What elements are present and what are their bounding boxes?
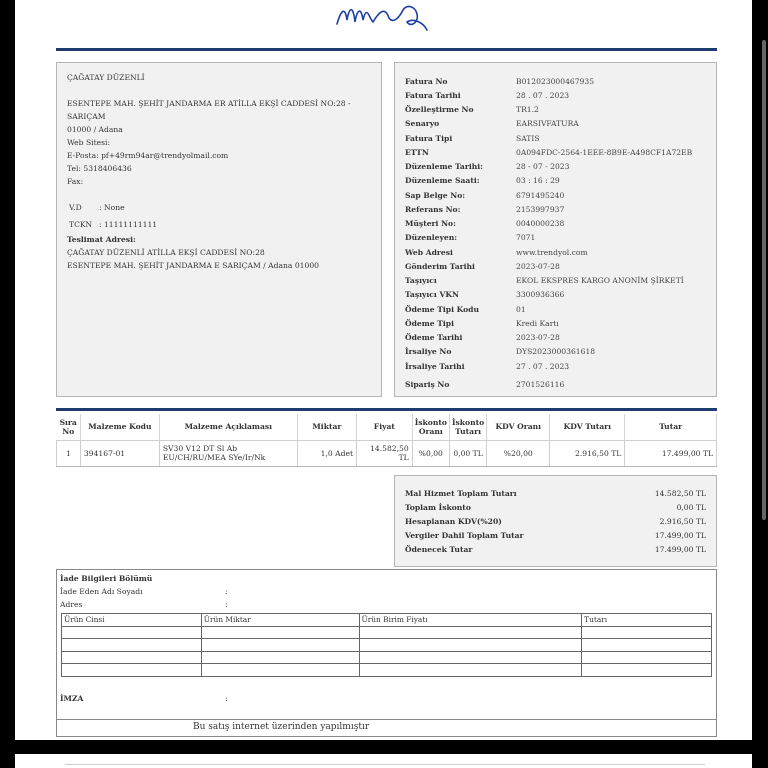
header-divider [56, 48, 717, 51]
meta-value: 03 : 16 : 29 [516, 176, 560, 186]
meta-value: 2023-07-28 [516, 261, 560, 271]
total-value: 17.499,00 TL [654, 545, 706, 555]
return-table-cell [359, 626, 582, 639]
seller-info-box [56, 62, 382, 397]
meta-value: SATIS [516, 133, 540, 143]
seller-tckn [67, 218, 371, 231]
items-header-cell: Miktar [297, 414, 356, 440]
meta-value: EKOL EKSPRES KARGO ANONİM ŞİRKETİ [516, 276, 684, 286]
meta-value: EARSIVFATURA [516, 119, 579, 129]
return-table-cell [62, 639, 202, 652]
total-row [405, 486, 706, 500]
meta-row [405, 103, 706, 117]
seller-vd [67, 201, 371, 214]
total-row [405, 514, 706, 528]
next-page-preview [15, 754, 752, 768]
return-address-colon: : [225, 600, 228, 609]
meta-key: Web Adresi [405, 247, 453, 257]
return-table-cell [62, 651, 202, 664]
return-table-row [62, 614, 712, 627]
meta-row [405, 74, 706, 88]
meta-value: Kredi Kartı [516, 318, 559, 328]
meta-row [405, 288, 706, 302]
meta-value: 2701526116 [516, 379, 565, 389]
items-cell: 2.916,50 TL [550, 440, 625, 466]
return-table-row [62, 639, 712, 652]
items-row [57, 440, 717, 466]
meta-key: Düzenleme Tarihi: [405, 162, 483, 172]
seller-phone: Tel: 5318406436 [67, 164, 132, 173]
return-address-label: Adres [60, 600, 83, 609]
invoice-meta-list [405, 74, 706, 392]
meta-row [405, 88, 706, 102]
items-cell: SV30 V12 DT Sl Ab EU/CH/RU/MEA SYe/Ir/Nk [159, 440, 297, 466]
return-table-cell [201, 639, 359, 652]
delivery-label: Teslimat Adresi: [67, 235, 136, 244]
items-cell: 1 [57, 440, 81, 466]
return-table-cell [359, 664, 582, 677]
items-table [56, 414, 717, 467]
total-value: 14.582,50 TL [654, 488, 706, 498]
next-page-line [65, 764, 705, 765]
total-label: Hesaplanan KDV(%20) [405, 516, 502, 526]
meta-row [405, 331, 706, 345]
meta-value: DYS2023000361618 [516, 347, 596, 357]
return-table-cell [359, 651, 582, 664]
items-cell: %20,00 [487, 440, 550, 466]
return-table-cell [62, 626, 202, 639]
items-header-cell: Tutar [625, 414, 717, 440]
meta-key: Ödeme Tipi Kodu [405, 304, 479, 314]
total-label: Mal Hizmet Toplam Tutarı [405, 488, 517, 498]
meta-row [405, 302, 706, 316]
seller-fax: Fax: [67, 177, 84, 186]
meta-row [405, 316, 706, 330]
meta-value: TR1.2 [516, 105, 539, 115]
meta-key: Taşıyıcı [405, 276, 437, 286]
meta-key: Sap Belge No: [405, 190, 466, 200]
return-table-cell [582, 639, 712, 652]
return-title: İade Bilgileri Bölümü [60, 574, 153, 583]
return-table [61, 613, 712, 677]
scrollbar[interactable] [762, 40, 766, 520]
meta-row [405, 117, 706, 131]
items-header-cell: KDV Tutarı [550, 414, 625, 440]
seller-email: E-Posta: pf+49rm94ar@trendyolmail.com [67, 151, 229, 160]
total-label: Toplam İskonto [405, 502, 471, 512]
meta-key: Özelleştirme No [405, 105, 474, 115]
items-cell: 14.582,50 TL [357, 440, 413, 466]
items-cell: 0,00 TL [449, 440, 486, 466]
meta-key: Müşteri No: [405, 219, 456, 229]
meta-value: 2023-07-28 [516, 333, 560, 343]
delivery-line1: ÇAĞATAY DÜZENLİ ATİLLA EKŞİ CADDESİ NO:28 [67, 248, 265, 257]
tckn-value: : 11111111111 [99, 220, 158, 229]
items-header-cell: Malzeme Kodu [80, 414, 159, 440]
meta-key: Ödeme Tipi [405, 318, 454, 328]
return-sender-label: İade Eden Adı Soyadı [60, 587, 143, 596]
meta-row [405, 231, 706, 245]
delivery-line2: ESENTEPE MAH. ŞEHİT JANDARMA E SARIÇAM / Adana 01000 [67, 261, 319, 270]
meta-value: 27 . 07 . 2023 [516, 361, 570, 371]
meta-key: Fatura No [405, 76, 448, 86]
meta-row [405, 145, 706, 159]
meta-key: Referans No: [405, 204, 461, 214]
total-value: 2.916,50 TL [659, 516, 706, 526]
meta-row [405, 245, 706, 259]
meta-row [405, 345, 706, 359]
items-header-row [57, 414, 717, 440]
footer-note: Bu satış internet üzerinden yapılmıştır [193, 722, 370, 732]
footer-note-box [56, 719, 717, 737]
seller-address: ESENTEPE MAH. ŞEHİT JANDARMA ER ATİLLA EKŞİ CADDESİ NO:28 - [67, 99, 351, 108]
signature-label: İMZA [60, 694, 84, 703]
meta-key: Sipariş No [405, 379, 450, 389]
return-table-header: Ürün Cinsi [62, 614, 202, 627]
total-label: Vergiler Dahil Toplam Tutar [405, 531, 524, 541]
meta-key: Düzenleyen: [405, 233, 458, 243]
return-table-header: Ürün Miktar [201, 614, 359, 627]
signature-colon: : [225, 694, 228, 703]
meta-value: 2153997937 [516, 204, 565, 214]
return-table-cell [201, 664, 359, 677]
meta-value: 7071 [516, 233, 536, 243]
return-table-cell [201, 651, 359, 664]
meta-key: Ödeme Tarihi [405, 333, 463, 343]
return-table-cell [359, 639, 582, 652]
items-cell: 394167-01 [80, 440, 159, 466]
meta-row [405, 377, 706, 391]
seller-website: Web Sitesi: [67, 138, 111, 147]
items-header-cell: İskonto Tutarı [449, 414, 486, 440]
meta-value: 28 - 07 - 2023 [516, 162, 570, 172]
meta-value: 28 . 07 . 2023 [516, 90, 570, 100]
items-cell: 1,0 Adet [297, 440, 356, 466]
return-table-header: Tutarı [582, 614, 712, 627]
meta-row [405, 202, 706, 216]
return-table-cell [582, 664, 712, 677]
meta-key: Düzenleme Saati: [405, 176, 480, 186]
meta-row [405, 359, 706, 373]
meta-key: İrsaliye No [405, 347, 452, 357]
return-table-cell [582, 626, 712, 639]
meta-key: Senaryo [405, 119, 440, 129]
invoice-page [15, 0, 752, 740]
tckn-label: TCKN [69, 220, 93, 229]
meta-row [405, 274, 706, 288]
seller-name: ÇAĞATAY DÜZENLİ [67, 73, 145, 82]
items-header-cell: KDV Oranı [487, 414, 550, 440]
return-sender-colon: : [225, 587, 228, 596]
meta-key: Gönderim Tarihi [405, 261, 475, 271]
return-table-cell [201, 626, 359, 639]
total-value: 0,00 TL [676, 502, 706, 512]
meta-value: 0A094FDC-2564-1EEE-8B9E-A498CF1A72EB [516, 147, 693, 157]
seller-district: SARIÇAM [67, 112, 106, 121]
return-table-row [62, 664, 712, 677]
table-divider [56, 408, 717, 411]
vd-label: V.D [69, 203, 82, 212]
vd-value: : None [99, 203, 125, 212]
meta-key: Fatura Tipi [405, 133, 453, 143]
meta-value: 0040000238 [516, 219, 565, 229]
meta-value: 3300936366 [516, 290, 565, 300]
meta-row [405, 188, 706, 202]
return-table-row [62, 626, 712, 639]
items-cell: 17.499,00 TL [625, 440, 717, 466]
items-header-cell: Sıra No [57, 414, 81, 440]
totals-list [405, 486, 706, 557]
meta-row [405, 174, 706, 188]
meta-key: İrsaliye Tarihi [405, 361, 465, 371]
meta-row [405, 217, 706, 231]
meta-value: 01 [516, 304, 526, 314]
total-label: Ödenecek Tutar [405, 545, 473, 555]
total-row [405, 500, 706, 514]
signature-image [333, 0, 443, 38]
meta-key: Fatura Tarihi [405, 90, 461, 100]
return-table-cell [62, 664, 202, 677]
return-table-cell [582, 651, 712, 664]
items-header-cell: Fiyat [357, 414, 413, 440]
meta-key: Taşıyıcı VKN [405, 290, 459, 300]
meta-value: B012023000467935 [516, 76, 595, 86]
total-row [405, 543, 706, 557]
return-table-header: Ürün Birim Fiyatı [359, 614, 582, 627]
meta-row [405, 259, 706, 273]
return-section [56, 569, 717, 719]
meta-row [405, 160, 706, 174]
items-header-cell: İskonto Oranı [412, 414, 449, 440]
total-value: 17.499,00 TL [654, 531, 706, 541]
items-header-cell: Malzeme Açıklaması [159, 414, 297, 440]
invoice-meta-box [394, 62, 717, 397]
items-cell: %0,00 [412, 440, 449, 466]
return-table-row [62, 651, 712, 664]
meta-value: 6791495240 [516, 190, 565, 200]
seller-postal-city: 01000 / Adana [67, 125, 123, 134]
meta-key: ETTN [405, 147, 429, 157]
totals-box [394, 475, 717, 567]
meta-value: www.trendyol.com [516, 247, 588, 257]
total-row [405, 529, 706, 543]
meta-row [405, 131, 706, 145]
